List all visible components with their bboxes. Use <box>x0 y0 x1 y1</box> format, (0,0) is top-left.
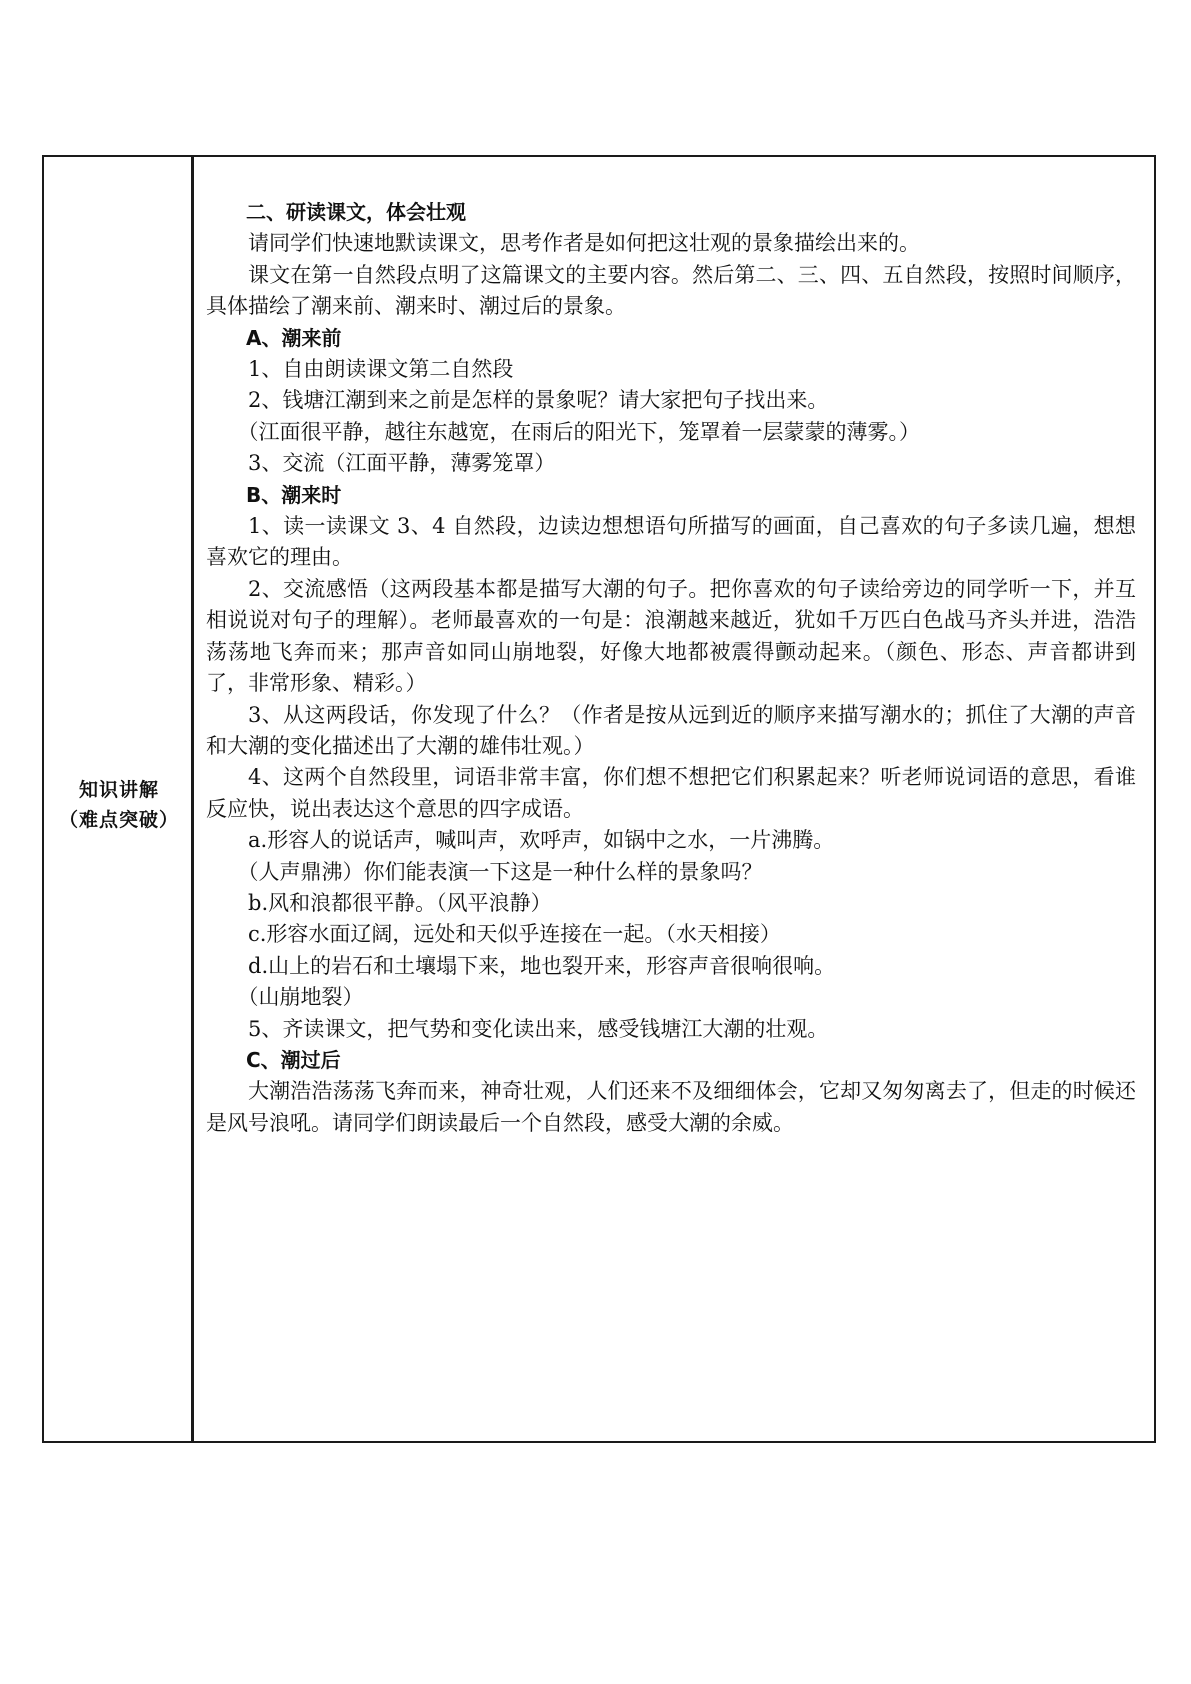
answer-text: （山崩地裂） <box>237 985 364 1010</box>
list-item: 2、钱塘江潮到来之前是怎样的景象呢？请大家把句子找出来。 <box>248 388 829 413</box>
subsection-title-b: B、潮来时 <box>246 482 342 507</box>
lesson-content <box>206 197 1136 1139</box>
list-item: 1、读一读课文 3、4 自然段，边读边想想语句所描写的画面，自己喜欢的句子多读几遍，想想喜欢它的理由。 <box>206 514 1136 570</box>
answer-text: （江面很平静，越往东越宽，在雨后的阳光下，笼罩着一层蒙蒙的薄雾。） <box>237 419 920 444</box>
section-title: 二、研读课文，体会壮观 <box>246 200 466 224</box>
label-cell <box>44 157 194 1441</box>
subsection-title-a: A、潮来前 <box>246 325 342 350</box>
subsection-title-c: C、潮过后 <box>246 1047 341 1072</box>
section-label <box>44 775 194 835</box>
paragraph: 课文在第一自然段点明了这篇课文的主要内容。然后第二、三、四、五自然段，按照时间顺序，具体描绘了潮来前、潮来时、潮过后的景象。 <box>206 262 1136 319</box>
section-label-line2: （难点突破） <box>58 809 179 831</box>
list-item: 2、交流感悟（这两段基本都是描写大潮的句子。把你喜欢的句子读给旁边的同学听一下，并互相说说对句子的理解）。老师最喜欢的一句是：浪潮越来越近，犹如千万匹白色战马齐头并进，浩浩荡荡地飞奔而来；那声音如同山崩地裂，好像大地都被震得颤动起来。（颜色、形态、声音都讲到了，非常形象、精彩。） <box>206 576 1136 696</box>
sub-item: c.形容水面辽阔，远处和天似乎连接在一起。（水天相接） <box>248 922 781 947</box>
answer-text: （人声鼎沸）你们能表演一下这是一种什么样的景象吗？ <box>237 859 763 884</box>
sub-item: d.山上的岩石和土壤塌下来，地也裂开来，形容声音很响很响。 <box>248 953 836 978</box>
sub-item: a.形容人的说话声，喊叫声，欢呼声，如锅中之水，一片沸腾。 <box>248 828 835 853</box>
list-item: 3、从这两段话，你发现了什么？（作者是按从远到近的顺序来描写潮水的；抓住了大潮的声音和大潮的变化描述出了大潮的雄伟壮观。） <box>206 702 1136 758</box>
content-cell <box>197 157 1154 1441</box>
paragraph: 大潮浩浩荡荡飞奔而来，神奇壮观，人们还来不及细细体会，它却又匆匆离去了，但走的时候还是风号浪吼。请同学们朗读最后一个自然段，感受大潮的余威。 <box>206 1079 1136 1135</box>
list-item: 1、自由朗读课文第二自然段 <box>248 357 514 382</box>
list-item: 5、齐读课文，把气势和变化读出来，感受钱塘江大潮的壮观。 <box>248 1016 829 1041</box>
sub-item: b.风和浪都很平静。（风平浪静） <box>248 890 552 915</box>
section-label-line1: 知识讲解 <box>78 779 159 801</box>
list-item: 4、这两个自然段里，词语非常丰富，你们想不想把它们积累起来？听老师说词语的意思，看谁反应快，说出表达这个意思的四字成语。 <box>206 765 1136 821</box>
lesson-table <box>42 155 1156 1443</box>
paragraph: 请同学们快速地默读课文，思考作者是如何把这壮观的景象描绘出来的。 <box>248 231 920 256</box>
list-item: 3、交流（江面平静，薄雾笼罩） <box>248 451 556 476</box>
